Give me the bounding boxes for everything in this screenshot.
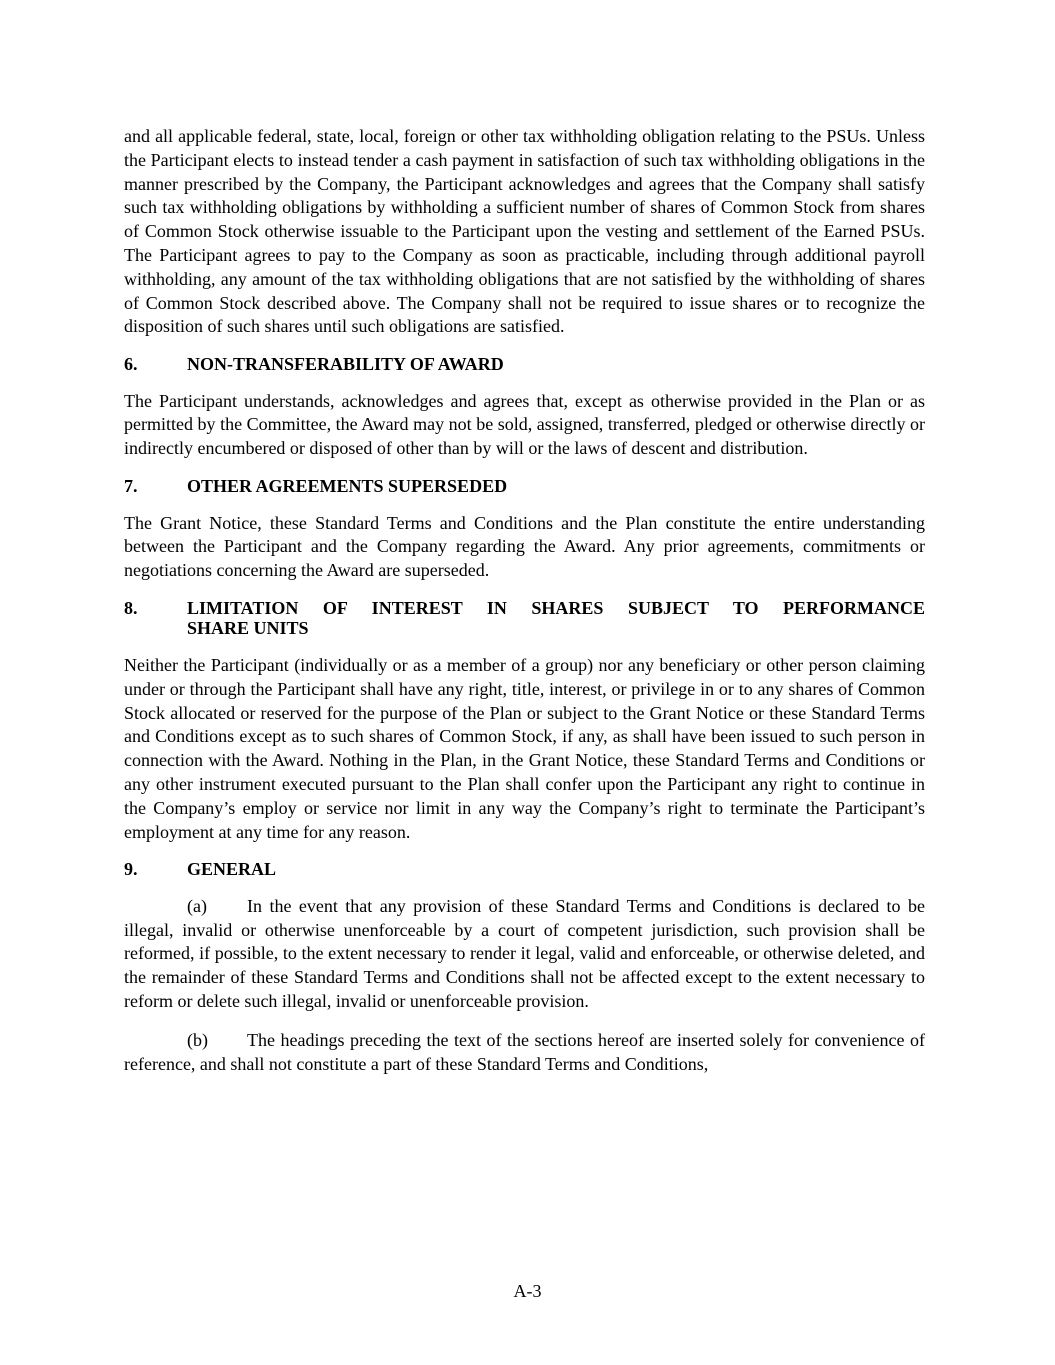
- section-title: NON-TRANSFERABILITY OF AWARD: [187, 354, 504, 375]
- section-number: 6.: [124, 354, 138, 375]
- section-6-body: The Participant understands, acknowledges and agrees that, except as otherwise provided in the Plan or as permitted by the Committee, the Award may not be sold, assigned, transferred, pledged or otherwise directly or indirectly encumbered or disposed of other than by will or the laws of descent and distribution.: [124, 390, 925, 459]
- item-text: In the event that any provision of these Standard Terms and Conditions is declared to be illegal, invalid or otherwise unenforceable by a court of competent jurisdiction, such provision shall be reformed, if possible, to the extent necessary to render it legal, valid and enforceable, or otherwise deleted, and the remainder of these Standard Terms and Conditions shall not be affected except to the extent necessary to reform or delete such illegal, invalid or unenforceable provision.: [124, 895, 925, 1012]
- section-number: 7.: [124, 476, 138, 497]
- section-7-heading: [124, 476, 925, 497]
- section-9-item-b: [124, 1029, 925, 1077]
- section-8-heading: [124, 598, 925, 639]
- paragraph-tax-withholding: and all applicable federal, state, local, foreign or other tax withholding obligation relating to the PSUs. Unless the Participant elects to instead tender a cash payment in satisfaction of such tax withholding obligations in the manner prescribed by the Company, the Participant acknowledges and agrees that the Company shall satisfy such tax withholding obligations by withholding a sufficient number of shares of Common Stock from shares of Common Stock otherwise issuable to the Participant upon the vesting and settlement of the Earned PSUs. The Participant agrees to pay to the Company as soon as practicable, including through additional payroll withholding, any amount of the tax withholding obligations that are not satisfied by the withholding of shares of Common Stock described above. The Company shall not be required to issue shares or to recognize the disposition of such shares until such obligations are satisfied.: [124, 126, 925, 337]
- section-title: GENERAL: [187, 859, 277, 880]
- section-title-line-1: LIMITATION OF INTEREST IN SHARES SUBJECT TO PERFORMANCE: [187, 597, 925, 618]
- section-title: [187, 598, 925, 639]
- item-label: (b): [187, 1029, 208, 1050]
- section-number: 9.: [124, 859, 138, 880]
- section-9-heading: [124, 859, 925, 880]
- section-8-body: Neither the Participant (individually or as a member of a group) nor any beneficiary or other person claiming under or through the Participant shall have any right, title, interest, or privilege in or to any shares of Common Stock allocated or reserved for the purpose of the Plan or subject to the Grant Notice or these Standard Terms and Conditions except as to such shares of Common Stock, if any, as shall have been issued to such person in connection with the Award. Nothing in the Plan, in the Grant Notice, these Standard Terms and Conditions or any other instrument executed pursuant to the Plan shall confer upon the Participant any right to continue in the Company’s employ or service nor limit in any way the Company’s right to terminate the Participant’s employment at any time for any reason.: [124, 654, 925, 842]
- section-title-line-2: SHARE UNITS: [187, 618, 309, 639]
- section-number: 8.: [124, 597, 138, 618]
- section-7-body: The Grant Notice, these Standard Terms and Conditions and the Plan constitute the entire understanding between the Participant and the Company regarding the Award. Any prior agreements, commitments or negotiations concerning the Award are superseded.: [124, 512, 925, 581]
- section-title: OTHER AGREEMENTS SUPERSEDED: [187, 476, 508, 497]
- section-6-heading: [124, 354, 925, 375]
- section-9-item-a: [124, 895, 925, 1014]
- document-page: [124, 125, 925, 1091]
- page-number: A-3: [513, 1281, 542, 1301]
- item-text: The headings preceding the text of the sections hereof are inserted solely for convenience of reference, and shall not constitute a part of these Standard Terms and Conditions,: [124, 1029, 925, 1074]
- item-label: (a): [187, 895, 207, 916]
